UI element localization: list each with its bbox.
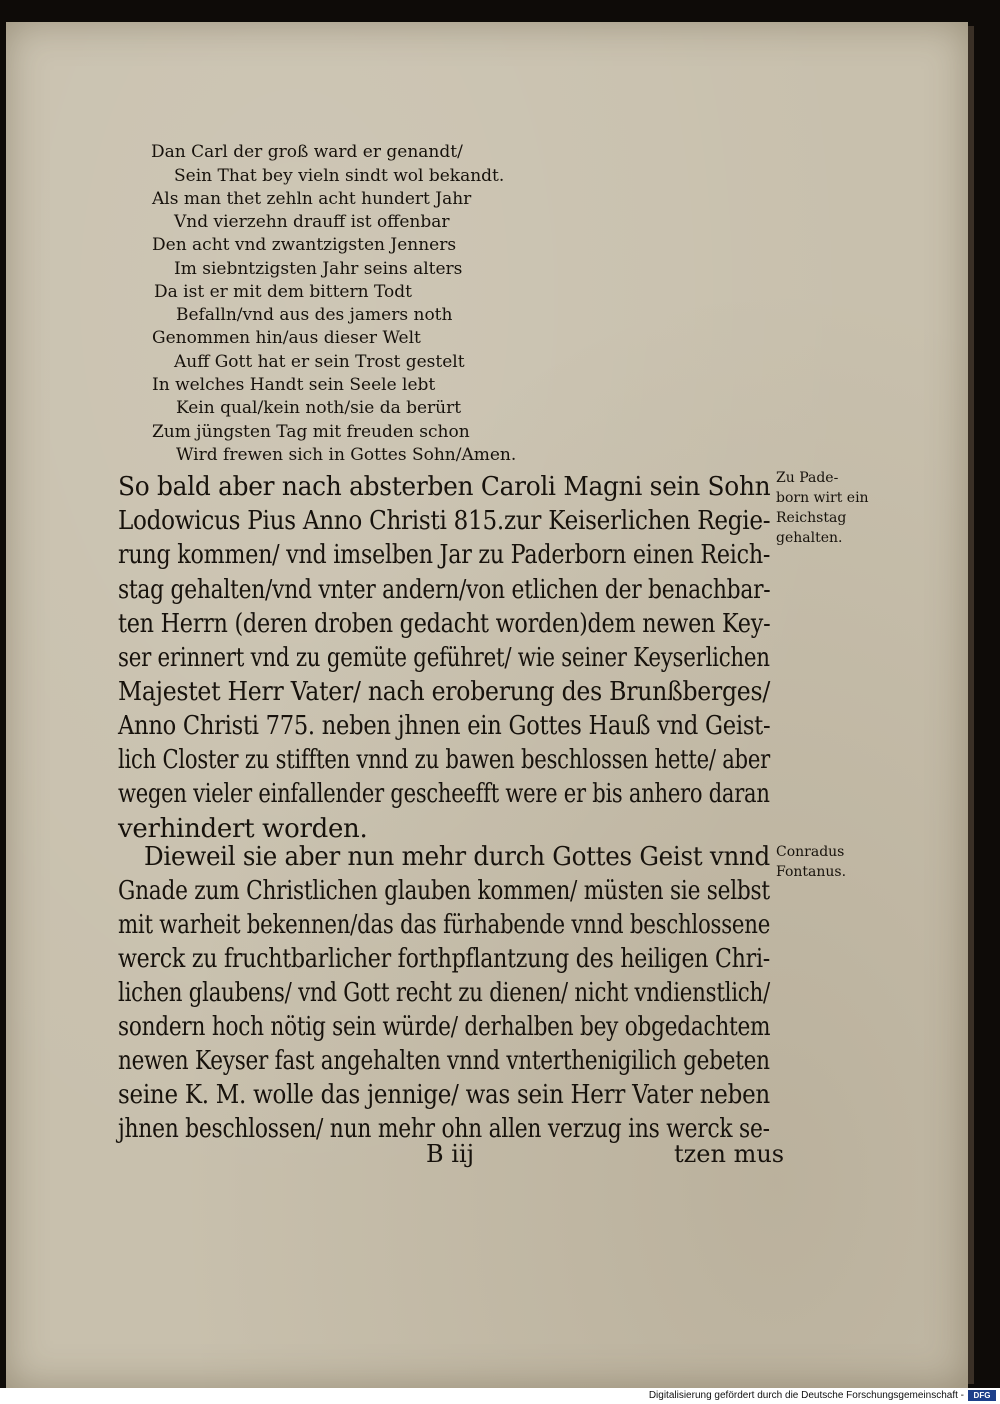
margin-note-line: Fontanus. — [776, 864, 847, 880]
body-line: Lodowicus Pius Anno Christi 815.zur Keiserlichen Regie- — [118, 506, 771, 536]
poem-line: Da ist er mit dem bittern Todt — [154, 282, 412, 302]
poem-line: Als man thet zehln acht hundert Jahr — [152, 189, 472, 209]
body-line: lich Closter zu stifften vnnd zu bawen beschlossen hette/ aber — [118, 745, 770, 775]
body-line: ten Herrn (deren droben gedacht worden)dem newen Key- — [118, 609, 771, 639]
poem-line: In welches Handt sein Seele lebt — [152, 375, 436, 395]
body-line: werck zu fruchtbarlicher forthpflantzung des heiligen Chri- — [118, 944, 770, 974]
signature-mark: B iij — [426, 1140, 475, 1168]
poem-line: Wird frewen sich in Gottes Sohn/Amen. — [176, 445, 517, 465]
poem-line: Den acht vnd zwantzigsten Jenners — [152, 235, 457, 255]
body-line: Gnade zum Christlichen glauben kommen/ müsten sie selbst — [118, 876, 770, 906]
body-line: So bald aber nach absterben Caroli Magni sein Sohn — [118, 472, 771, 502]
footer-credit: Digitalisierung gefördert durch die Deutsche Forschungsgemeinschaft - — [648, 1390, 964, 1401]
body-line: newen Keyser fast angehalten vnnd vnterthenigilich gebeten — [118, 1046, 770, 1076]
margin-note-line: born wirt ein — [776, 490, 869, 506]
body-line: sondern hoch nötig sein würde/ derhalben bey obgedachtem — [118, 1012, 771, 1042]
body-line: stag gehalten/vnd vnter andern/von etlichen der benachbar- — [118, 575, 771, 605]
page-edge — [968, 26, 974, 1384]
body-line: Anno Christi 775. neben jhnen ein Gottes Hauß vnd Geist- — [118, 711, 771, 741]
dfg-logo: DFG — [968, 1390, 996, 1401]
poem-line: Zum jüngsten Tag mit freuden schon — [152, 422, 470, 442]
margin-note-line: Zu Pade- — [776, 470, 839, 486]
poem-line: Im siebntzigsten Jahr seins alters — [174, 259, 463, 279]
body-line: lichen glaubens/ vnd Gott recht zu dienen/ nicht vndienstlich/ — [118, 978, 770, 1008]
book-page — [6, 22, 968, 1388]
poem-line: Sein That bey vieln sindt wol bekandt. — [174, 166, 505, 186]
footer-bar — [0, 1388, 1000, 1404]
margin-note — [776, 468, 869, 548]
poem-line: Dan Carl der groß ward er genandt/ — [151, 142, 463, 162]
margin-note-line: Reichstag — [776, 510, 847, 526]
body-line: mit warheit bekennen/das das fürhabende vnnd beschlossene — [118, 910, 771, 940]
poem-line: Kein qual/kein noth/sie da berürt — [176, 398, 462, 418]
poem-line: Auff Gott hat er sein Trost gestelt — [174, 352, 465, 372]
body-line: Majestet Herr Vater/ nach eroberung des Brunßberges/ — [118, 677, 770, 707]
body-line: jhnen beschlossen/ nun mehr ohn allen verzug ins werck se- — [118, 1114, 770, 1144]
catchword: tzen mus — [674, 1140, 785, 1168]
poem-line: Genommen hin/aus dieser Welt — [152, 328, 421, 348]
body-line: Dieweil sie aber nun mehr durch Gottes Geist vnnd — [144, 842, 770, 872]
poem-line: Vnd vierzehn drauff ist offenbar — [174, 212, 450, 232]
body-line: seine K. M. wolle das jennige/ was sein Herr Vater neben — [118, 1080, 770, 1110]
body-line: wegen vieler einfallender gescheefft were er bis anhero daran — [118, 779, 770, 809]
body-line: verhindert worden. — [118, 814, 368, 844]
body-line: rung kommen/ vnd imselben Jar zu Paderborn einen Reich- — [118, 540, 771, 570]
margin-note-line: gehalten. — [776, 530, 843, 546]
body-line: ser erinnert vnd zu gemüte geführet/ wie seiner Keyserlichen — [118, 643, 770, 673]
margin-note-line: Conradus — [776, 844, 845, 860]
margin-note — [776, 842, 846, 882]
poem-line: Befalln/vnd aus des jamers noth — [176, 305, 453, 325]
